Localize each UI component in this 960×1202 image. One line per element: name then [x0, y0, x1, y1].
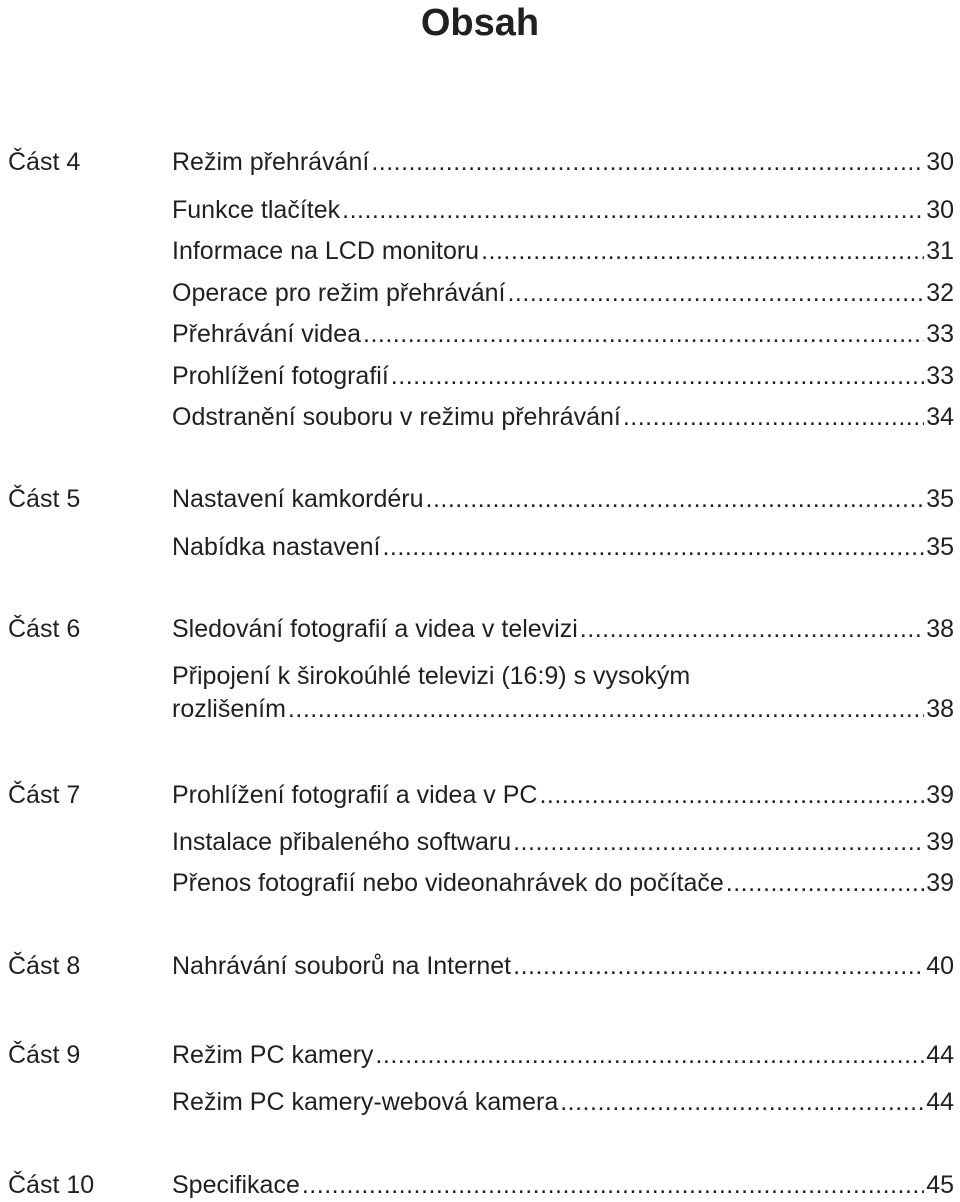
page-number: 40: [926, 952, 954, 980]
toc-entry[interactable]: [172, 827, 954, 857]
toc-entry[interactable]: [172, 1170, 954, 1200]
toc-entry[interactable]: [172, 319, 954, 349]
entry-title: Informace na LCD monitoru: [172, 237, 480, 265]
toc-entry[interactable]: [172, 361, 954, 391]
entry-title: Prohlížení fotografií a videa v PC: [172, 781, 538, 809]
toc-entry[interactable]: [172, 236, 954, 266]
part-label-6: Část 6: [8, 615, 81, 643]
part-label-5: Část 5: [8, 485, 81, 513]
dot-leader: [375, 1040, 924, 1070]
page-number: 39: [926, 869, 954, 897]
dot-leader: [426, 484, 925, 514]
page-number: 33: [926, 362, 954, 390]
page-number: 45: [926, 1171, 954, 1199]
part-label-4: Část 4: [8, 148, 81, 176]
toc-entry[interactable]: [172, 484, 954, 514]
entry-title: Instalace přibaleného softwaru: [172, 828, 512, 856]
entry-title: Odstranění souboru v režimu přehrávání: [172, 403, 621, 431]
page-number: 38: [926, 695, 954, 723]
part-label-8: Část 8: [8, 952, 81, 980]
entry-title: Nabídka nastavení: [172, 533, 381, 561]
dot-leader: [539, 780, 924, 810]
page-number: 39: [926, 781, 954, 809]
entry-title: Operace pro režim přehrávání: [172, 279, 506, 307]
entry-title: Režim PC kamery-webová kamera: [172, 1088, 559, 1116]
dot-leader: [342, 195, 924, 225]
page-number: 30: [926, 148, 954, 176]
entry-title: Režim přehrávání: [172, 148, 370, 176]
dot-leader: [288, 694, 924, 724]
toc-entry[interactable]: [172, 951, 954, 981]
dot-leader: [507, 278, 924, 308]
toc-entry[interactable]: [172, 195, 954, 225]
dot-leader: [513, 951, 924, 981]
dot-leader: [623, 402, 924, 432]
toc-entry[interactable]: [172, 278, 954, 308]
dot-leader: [580, 614, 924, 644]
page-number: 32: [926, 279, 954, 307]
toc-entry[interactable]: [172, 1040, 954, 1070]
page-number: 38: [926, 615, 954, 643]
page-number: 31: [926, 237, 954, 265]
page-number: 44: [926, 1088, 954, 1116]
page-title: Obsah: [420, 2, 540, 44]
page-number: 34: [926, 403, 954, 431]
entry-title-line2: rozlišením: [172, 695, 286, 723]
dot-leader: [560, 1087, 924, 1117]
toc-entry[interactable]: [172, 532, 954, 562]
toc-entry[interactable]: [172, 1087, 954, 1117]
part-label-10: Část 10: [8, 1171, 95, 1199]
toc-entry[interactable]: [172, 780, 954, 810]
toc-entry[interactable]: [172, 661, 954, 724]
entry-title: Sledování fotografií a videa v televizi: [172, 615, 578, 643]
part-label-7: Část 7: [8, 781, 81, 809]
toc-entry[interactable]: [172, 868, 954, 898]
page-number: 44: [926, 1041, 954, 1069]
entry-title: Nastavení kamkordéru: [172, 485, 424, 513]
dot-leader: [513, 827, 924, 857]
dot-leader: [391, 361, 924, 391]
part-label-9: Část 9: [8, 1041, 81, 1069]
page-number: 39: [926, 828, 954, 856]
entry-title: Přenos fotografií nebo videonahrávek do počítače: [172, 869, 724, 897]
dot-leader: [302, 1170, 924, 1200]
entry-title: Prohlížení fotografií: [172, 362, 389, 390]
entry-title: Režim PC kamery: [172, 1041, 374, 1069]
entry-title: Přehrávání videa: [172, 320, 362, 348]
dot-leader: [481, 236, 924, 266]
page-number: 35: [926, 533, 954, 561]
dot-leader: [363, 319, 924, 349]
page-number: 35: [926, 485, 954, 513]
entry-title: Specifikace: [172, 1171, 300, 1199]
dot-leader: [371, 147, 924, 177]
entry-title: Nahrávání souborů na Internet: [172, 952, 512, 980]
entry-title-line1: Připojení k širokoúhlé televizi (16:9) s vysokým: [172, 662, 691, 690]
dot-leader: [726, 868, 924, 898]
toc-entry[interactable]: [172, 402, 954, 432]
dot-leader: [382, 532, 924, 562]
page-number: 33: [926, 320, 954, 348]
entry-title: Funkce tlačítek: [172, 196, 341, 224]
page-number: 30: [926, 196, 954, 224]
toc-entry[interactable]: [172, 614, 954, 644]
toc-entry[interactable]: [172, 147, 954, 177]
